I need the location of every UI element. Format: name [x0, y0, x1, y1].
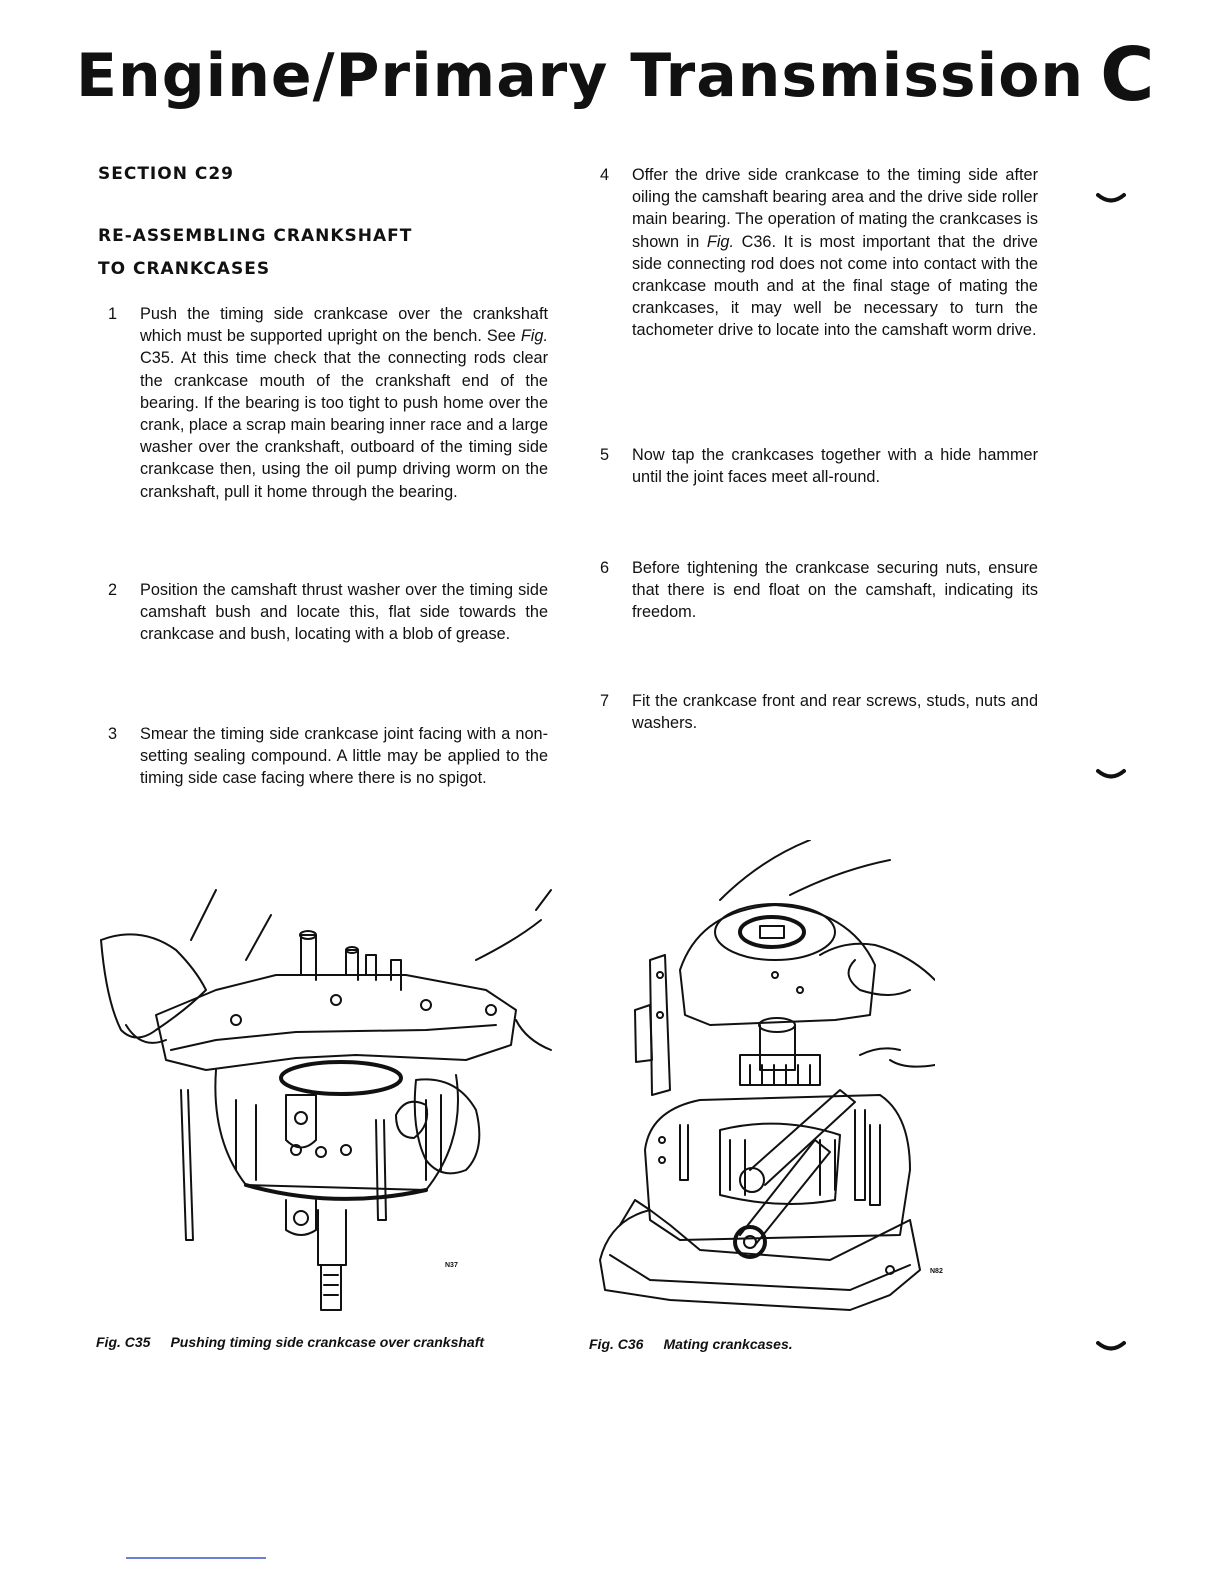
fig-c35-caption	[96, 1334, 484, 1350]
step-text: Now tap the crankcases together with a hide hammer until the joint faces meet all-round.	[632, 446, 1038, 487]
step-3	[108, 723, 548, 790]
step-4	[600, 164, 1038, 342]
title-text: Engine/Primary Transmission	[76, 41, 1085, 111]
fig-c35-code: N37	[445, 1262, 458, 1269]
binding-mark	[1096, 1340, 1126, 1354]
fig-c36-caption-text: Mating crankcases.	[663, 1336, 793, 1352]
step-number: 1	[108, 305, 118, 323]
section-code: SECTION C29	[98, 164, 234, 184]
step-text: Offer the drive side crankcase to the timing side after oiling the camshaft bearing area and the drive side roller main bearing. The operation of mating the crankcases is shown in Fig. C36. It is most important that the drive side connecting rod does not come into contact with the crankcase mouth and at the final stage of mating the crankcases, it may well be necessary to turn the tachometer drive to locate into the camshaft worm drive.	[632, 166, 1038, 340]
section-letter: C	[1100, 32, 1156, 118]
binding-mark	[1096, 192, 1126, 206]
fig-c35-id: Fig. C35	[96, 1334, 151, 1350]
fig-c36-id: Fig. C36	[589, 1336, 644, 1352]
step-5	[600, 444, 1038, 488]
step-number: 5	[600, 446, 610, 464]
step-text: Fit the crankcase front and rear screws, studs, nuts and washers.	[632, 692, 1038, 733]
section-heading-line1: RE-ASSEMBLING CRANKSHAFT	[98, 226, 413, 246]
bottom-rule	[126, 1557, 266, 1559]
step-text: Position the camshaft thrust washer over the timing side camshaft bush and locate this, flat side towards the crankcase and bush, locating with a blob of grease.	[140, 581, 548, 644]
step-text: Before tightening the crankcase securing nuts, ensure that there is end float on the camshaft, indicating its freedom.	[632, 559, 1038, 622]
step-number: 7	[600, 692, 610, 710]
step-6	[600, 557, 1038, 624]
page-title	[76, 28, 1156, 118]
fig-c36-code: N82	[930, 1268, 943, 1275]
fig-c35-crankcase-illustration	[96, 880, 556, 1325]
binding-mark	[1096, 768, 1126, 782]
step-number: 3	[108, 725, 118, 743]
step-2	[108, 579, 548, 646]
fig-c36-crankcase-illustration	[590, 840, 935, 1330]
step-number: 2	[108, 581, 118, 599]
fig-c35-caption-text: Pushing timing side crankcase over crankshaft	[170, 1334, 485, 1350]
fig-c36-caption	[589, 1336, 793, 1352]
step-number: 6	[600, 559, 610, 577]
section-heading-line2: TO CRANKCASES	[98, 259, 271, 279]
step-text: Push the timing side crankcase over the crankshaft which must be supported upright on the bench. See Fig. C35. At this time check that the connecting rods clear the crankcase mouth of the crankshaft end of the bearing. If the bearing is too tight to push home over the crank, place a scrap main bearing inner race and a large washer over the crankshaft, outboard of the timing side crankcase then, using the oil pump driving worm on the crankshaft, pull it home through the bearing.	[140, 305, 548, 501]
step-7	[600, 690, 1038, 734]
step-text: Smear the timing side crankcase joint facing with a non-setting sealing compound. A little may be applied to the timing side case facing where there is no spigot.	[140, 725, 548, 788]
step-number: 4	[600, 166, 610, 184]
step-1	[108, 303, 548, 503]
